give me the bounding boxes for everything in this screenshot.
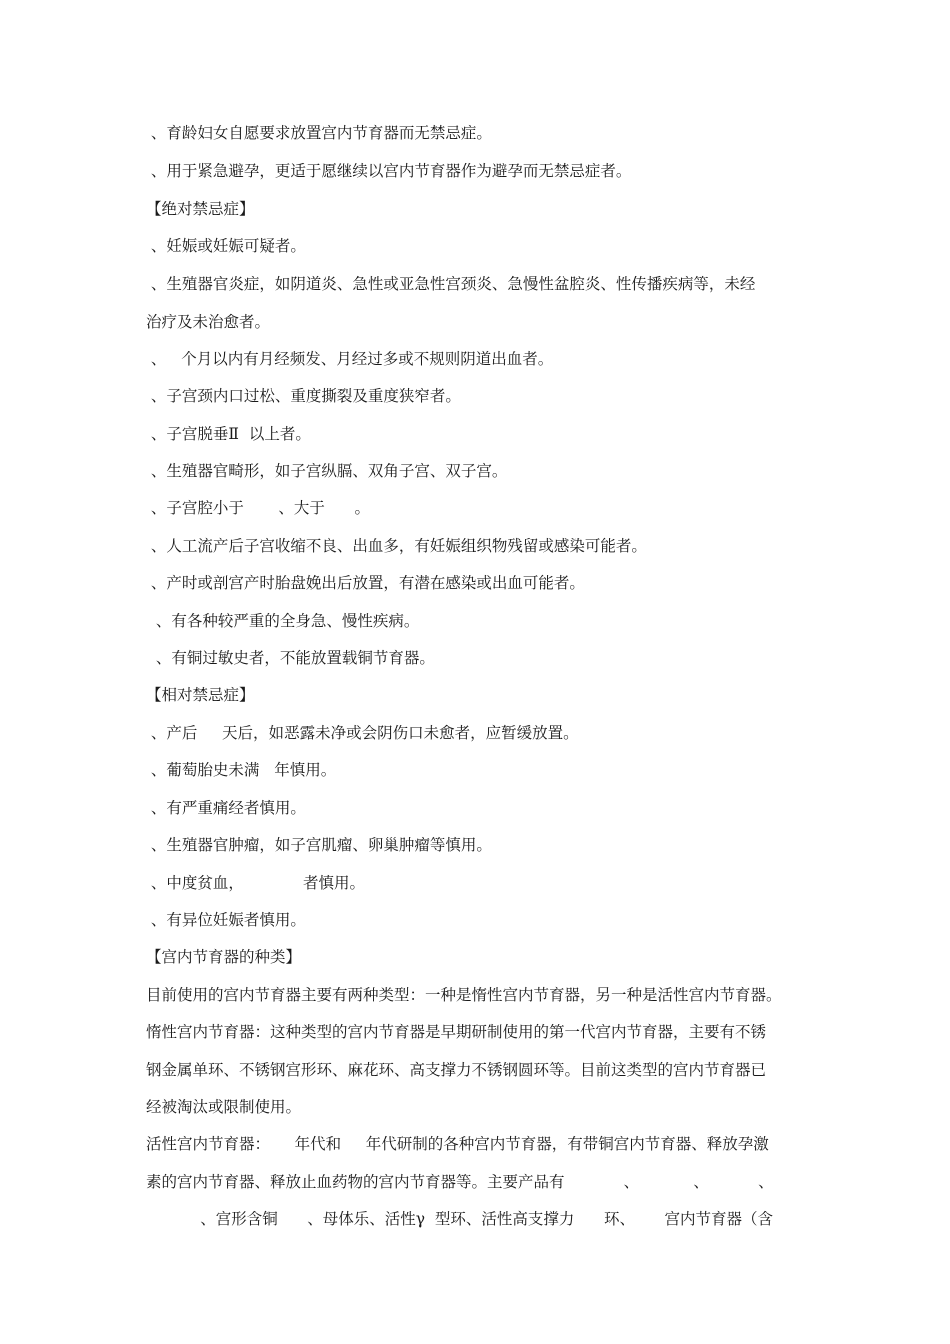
- text-line: 、产后 天后，如恶露未净或会阴伤口未愈者，应暂缓放置。: [146, 724, 579, 742]
- text-line: 惰性宫内节育器：这种类型的宫内节育器是早期研制使用的第一代宫内节育器，主要有不锈: [146, 1023, 767, 1041]
- text-line: 治疗及未治愈者。: [146, 313, 271, 331]
- text-line: 、有严重痛经者慎用。: [146, 799, 306, 817]
- text-line: 目前使用的宫内节育器主要有两种类型：一种是惰性宫内节育器，另一种是活性宫内节育器。: [146, 986, 782, 1004]
- text-line: 、有铜过敏史者，不能放置载铜节育器。: [146, 649, 435, 667]
- text-line: 活性宫内节育器： 年代和 年代研制的各种宫内节育器，有带铜宫内节育器、释放孕激: [146, 1135, 769, 1153]
- text-line: 、用于紧急避孕，更适于愿继续以宫内节育器作为避孕而无禁忌症者。: [146, 162, 632, 180]
- section-heading: 【宫内节育器的种类】: [146, 948, 302, 966]
- text-line: 、 个月以内有月经频发、月经过多或不规则阴道出血者。: [146, 350, 554, 368]
- text-line: 、生殖器官畸形，如子宫纵膈、双角子宫、双子宫。: [146, 462, 508, 480]
- text-line: 经被淘汰或限制使用。: [146, 1098, 302, 1116]
- text-line: 钢金属单环、不锈钢宫形环、麻花环、高支撑力不锈钢圆环等。目前这类型的宫内节育器已: [146, 1061, 767, 1079]
- text-line: 素的宫内节育器、释放止血药物的宫内节育器等。主要产品有 、 、 、: [146, 1173, 774, 1191]
- text-line: 、子宫脱垂Ⅱ 以上者。: [146, 425, 311, 443]
- section-heading: 【绝对禁忌症】: [146, 200, 255, 218]
- text-line: 、育龄妇女自愿要求放置宫内节育器而无禁忌症。: [146, 124, 492, 142]
- text-line: 、子宫腔小于 、大于 。: [146, 499, 370, 517]
- text-line: 、中度贫血， 者慎用。: [146, 874, 366, 892]
- text-line: 、宫形含铜 、母体乐、活性γ 型环、活性高支撑力 环、 宫内节育器（含: [146, 1210, 774, 1228]
- text-line: 、有各种较严重的全身急、慢性疾病。: [146, 612, 420, 630]
- text-line: 、产时或剖宫产时胎盘娩出后放置，有潜在感染或出血可能者。: [146, 574, 585, 592]
- section-heading: 【相对禁忌症】: [146, 686, 255, 704]
- text-line: 、人工流产后子宫收缩不良、出血多，有妊娠组织物残留或感染可能者。: [146, 537, 647, 555]
- text-line: 、子宫颈内口过松、重度撕裂及重度狭窄者。: [146, 387, 461, 405]
- text-line: 、生殖器官肿瘤，如子宫肌瘤、卵巢肿瘤等慎用。: [146, 836, 492, 854]
- text-line: 、生殖器官炎症，如阴道炎、急性或亚急性宫颈炎、急慢性盆腔炎、性传播疾病等，未经: [146, 275, 756, 293]
- text-line: 、葡萄胎史未满 年慎用。: [146, 761, 337, 779]
- text-line: 、有异位妊娠者慎用。: [146, 911, 306, 929]
- text-line: 、妊娠或妊娠可疑者。: [146, 237, 306, 255]
